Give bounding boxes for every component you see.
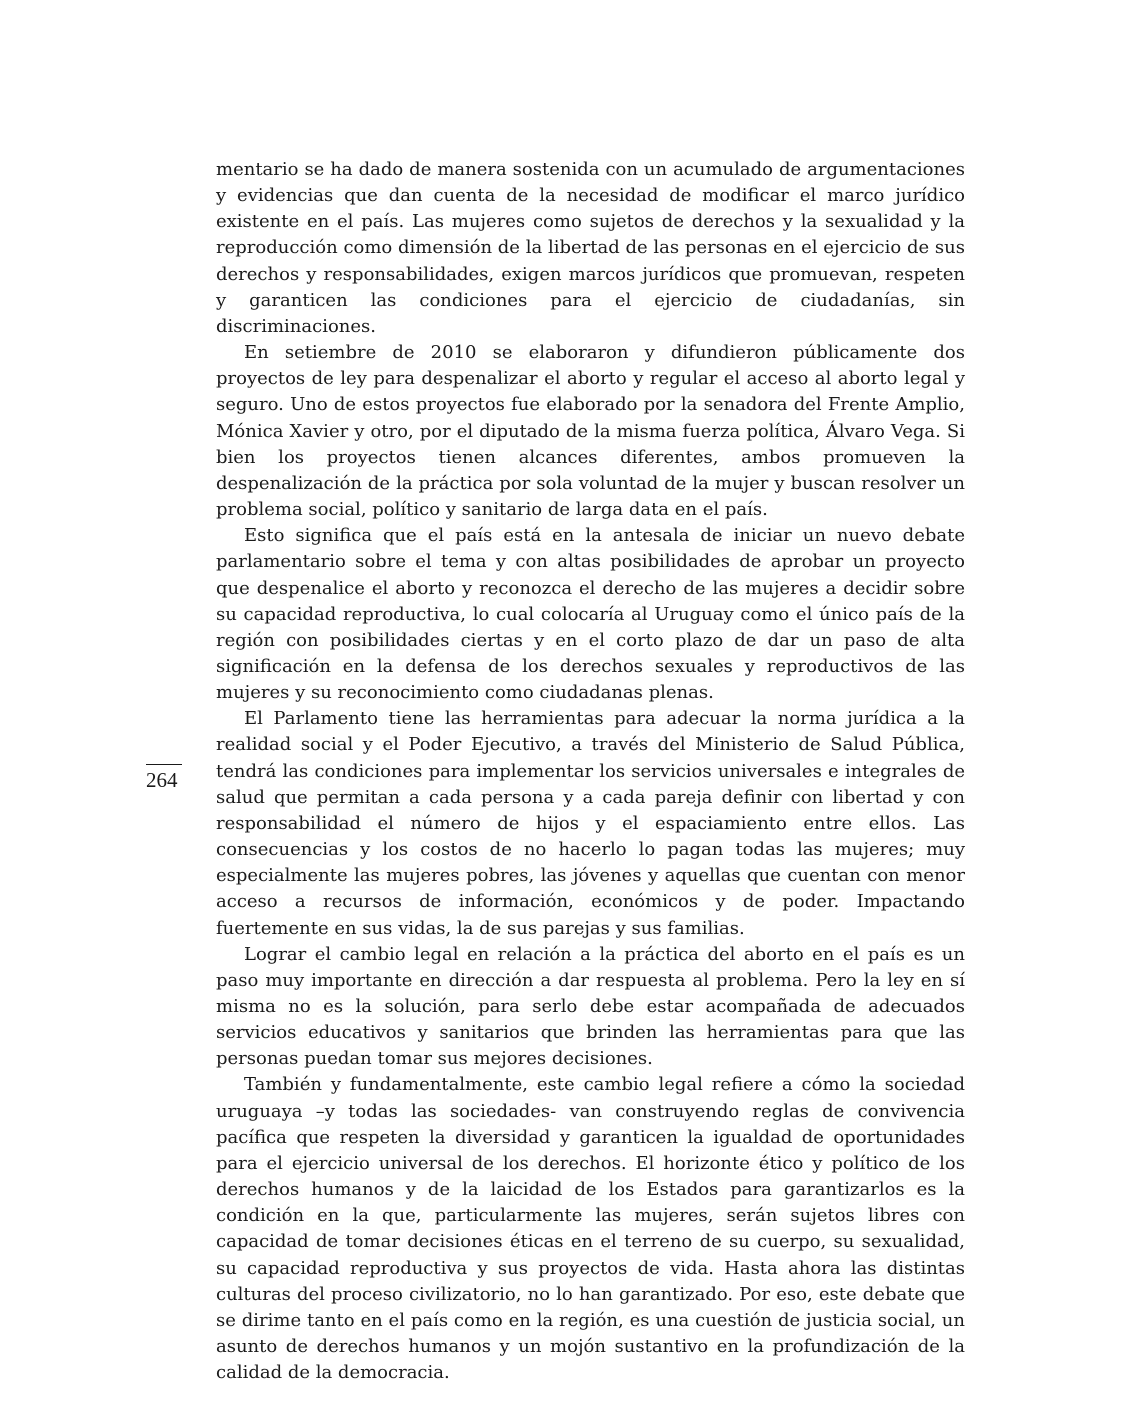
- body-text: [216, 157, 965, 1386]
- paragraph-2: En setiembre de 2010 se elaboraron y difundieron públicamente dos proyectos de ley para despenalizar el aborto y regular el acceso al aborto legal y seguro. Uno de estos proyectos fue elaborado por la senadora del Frente Amplio, Mónica Xavier y otro, por el diputado de la misma fuerza política, Álvaro Vega. Si bien los proyectos tienen alcances diferentes, ambos promueven la despenalización de la práctica por sola voluntad de la mujer y buscan resolver un problema social, político y sanitario de larga data en el país.: [216, 342, 965, 521]
- paragraph-5: Lograr el cambio legal en relación a la práctica del aborto en el país es un paso muy importante en dirección a dar respuesta al problema. Pero la ley en sí misma no es la solución, para serlo debe estar acompañada de adecuados servicios educativos y sanitarios que brinden las herramientas para que las personas puedan tomar sus mejores decisiones.: [216, 943, 965, 1070]
- paragraph-6: También y fundamentalmente, este cambio legal refiere a cómo la sociedad uruguaya –y todas las sociedades- van construyendo reglas de convivencia pacífica que respeten la diversidad y garanticen la igualdad de oportunidades para el ejercicio universal de los derechos. El horizonte ético y político de los derechos humanos y de la laicidad de los Estados para garantizarlos es la condición en la que, particularmente las mujeres, serán sujetos libres con capacidad de tomar decisiones éticas en el terreno de su cuerpo, su sexualidad, su capacidad reproductiva y sus proyectos de vida. Hasta ahora las distintas culturas del proceso civilizatorio, no lo han garantizado. Por eso, este debate que se dirime tanto en el país como en la región, es una cuestión de justicia social, un asunto de derechos humanos y un mojón sustantivo en la profundización de la calidad de la democracia.: [216, 1074, 965, 1384]
- paragraph-1: mentario se ha dado de manera sostenida con un acumulado de argumentaciones y evidencias que dan cuenta de la necesidad de modificar el marco jurídico existente en el país. Las mujeres como sujetos de derechos y la sexualidad y la reproducción como dimensión de la libertad de las personas en el ejercicio de sus derechos y responsabilidades, exigen marcos jurídicos que promuevan, respeten y garanticen las condiciones para el ejercicio de ciudadanías, sin discriminaciones.: [216, 159, 965, 337]
- paragraph-3: Esto significa que el país está en la antesala de iniciar un nuevo debate parlamentario sobre el tema y con altas posibilidades de aprobar un proyecto que despenalice el aborto y reconozca el derecho de las mujeres a decidir sobre su capacidad reproductiva, lo cual colocaría al Uruguay como el único país de la región con posibilidades ciertas y en el corto plazo de dar un paso de alta significación en la defensa de los derechos sexuales y reproductivos de las mujeres y su reconocimiento como ciudadanas plenas.: [216, 525, 965, 704]
- page-number: 264: [146, 764, 182, 792]
- paragraph-4: El Parlamento tiene las herramientas para adecuar la norma jurídica a la realidad social y el Poder Ejecutivo, a través del Ministerio de Salud Pública, tendrá las condiciones para implementar los servicios universales e integrales de salud que permitan a cada persona y a cada pareja definir con libertad y con responsabilidad el número de hijos y el espaciamiento entre ellos. Las consecuencias y los costos de no hacerlo lo pagan todas las mujeres; muy especialmente las mujeres pobres, las jóvenes y aquellas que cuentan con menor acceso a recursos de información, económicos y de poder. Impactando fuertemente en sus vidas, la de sus parejas y sus familias.: [216, 708, 965, 939]
